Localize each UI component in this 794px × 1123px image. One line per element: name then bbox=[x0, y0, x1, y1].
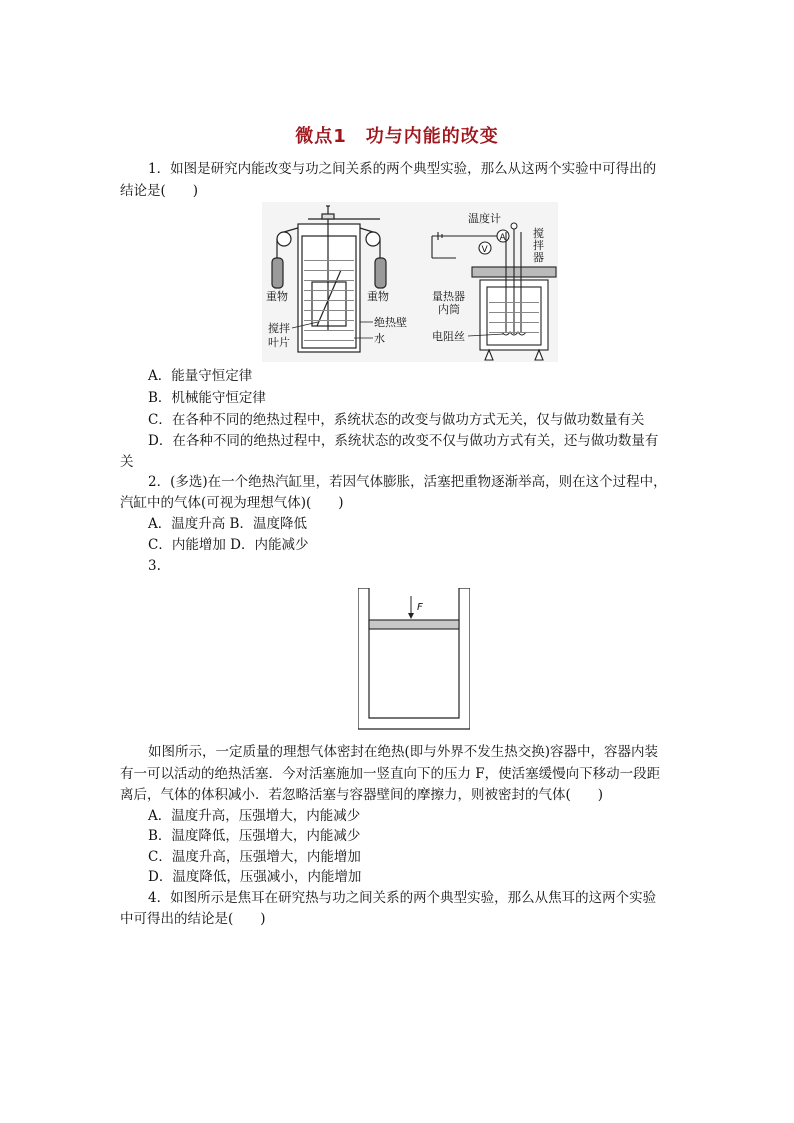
stirrer-label-2: 拌 bbox=[533, 239, 544, 252]
weight-label-right: 重物 bbox=[367, 290, 389, 303]
paddle-label-1: 搅拌 bbox=[268, 322, 290, 335]
q2-stem-line-1: 2．(多选)在一个绝热汽缸里，若因气体膨胀，活塞把重物逐渐举高，则在这个过程中， bbox=[148, 474, 667, 490]
voltmeter-icon: V bbox=[481, 245, 488, 255]
q1-option-d-line-1: D．在各种不同的绝热过程中，系统状态的改变不仅与做功方式有关，还与做功数量有 bbox=[148, 433, 659, 449]
ammeter-icon: A bbox=[499, 233, 506, 243]
q3-option-c: C．温度升高，压强增大，内能增加 bbox=[148, 849, 361, 865]
force-label: F bbox=[417, 602, 423, 613]
water-label: 水 bbox=[374, 332, 385, 345]
q2-stem-line-2: 汽缸中的气体(可视为理想气体)( ) bbox=[120, 495, 344, 511]
q3-option-d: D．温度降低，压强减小，内能增加 bbox=[148, 869, 362, 885]
resistor-label: 电阻丝 bbox=[432, 330, 465, 343]
thermometer-label: 温度计 bbox=[468, 212, 501, 225]
q3-stem-line-1: 如图所示，一定质量的理想气体密封在绝热(即与外界不发生热交换)容器中，容器内装 bbox=[148, 744, 659, 760]
q2-options-cd: C．内能增加 D．内能减少 bbox=[148, 537, 309, 553]
q3-piston-figure bbox=[358, 588, 470, 732]
page-title: 微点1 功与内能的改变 bbox=[295, 126, 499, 147]
stirrer-label-3: 器 bbox=[533, 251, 544, 264]
paddle-label-2: 叶片 bbox=[268, 336, 290, 349]
q3-option-b: B．温度降低，压强增大，内能减少 bbox=[148, 828, 361, 844]
q3-option-a: A．温度升高，压强增大，内能减少 bbox=[148, 808, 361, 824]
q1-stem-line-1: 1．如图是研究内能改变与功之间关系的两个典型实验，那么从这两个实验中可得出的 bbox=[148, 161, 657, 177]
q1-option-c: C．在各种不同的绝热过程中，系统状态的改变与做功方式无关，仅与做功数量有关 bbox=[148, 412, 645, 428]
q3-stem-line-2: 有一可以活动的绝热活塞．今对活塞施加一竖直向下的压力 F，使活塞缓慢向下移动一段距 bbox=[120, 766, 661, 782]
q3-stem-line-3: 离后，气体的体积减小．若忽略活塞与容器壁间的摩擦力，则被密封的气体( ) bbox=[120, 787, 604, 803]
q3-number: 3. bbox=[148, 558, 161, 574]
q1-option-a: A．能量守恒定律 bbox=[148, 368, 253, 384]
wall-label: 绝热壁 bbox=[374, 316, 407, 329]
q4-stem-line-1: 4．如图所示是焦耳在研究热与功之间关系的两个典型实验，那么从焦耳的这两个实验 bbox=[148, 890, 657, 906]
weight-label-left: 重物 bbox=[266, 290, 288, 303]
calorimeter-label-1: 量热器 bbox=[432, 290, 465, 303]
q1-option-b: B．机械能守恒定律 bbox=[148, 390, 266, 406]
q4-stem-line-2: 中可得出的结论是( ) bbox=[120, 911, 266, 927]
q1-option-d-line-2: 关 bbox=[120, 454, 134, 470]
stirrer-label-1: 搅 bbox=[533, 227, 544, 240]
q1-stem-line-2: 结论是( ) bbox=[120, 183, 199, 199]
q2-options-ab: A．温度升高 B．温度降低 bbox=[148, 516, 307, 532]
calorimeter-label-2: 内筒 bbox=[438, 303, 460, 316]
q1-experiment-figure bbox=[262, 202, 558, 362]
